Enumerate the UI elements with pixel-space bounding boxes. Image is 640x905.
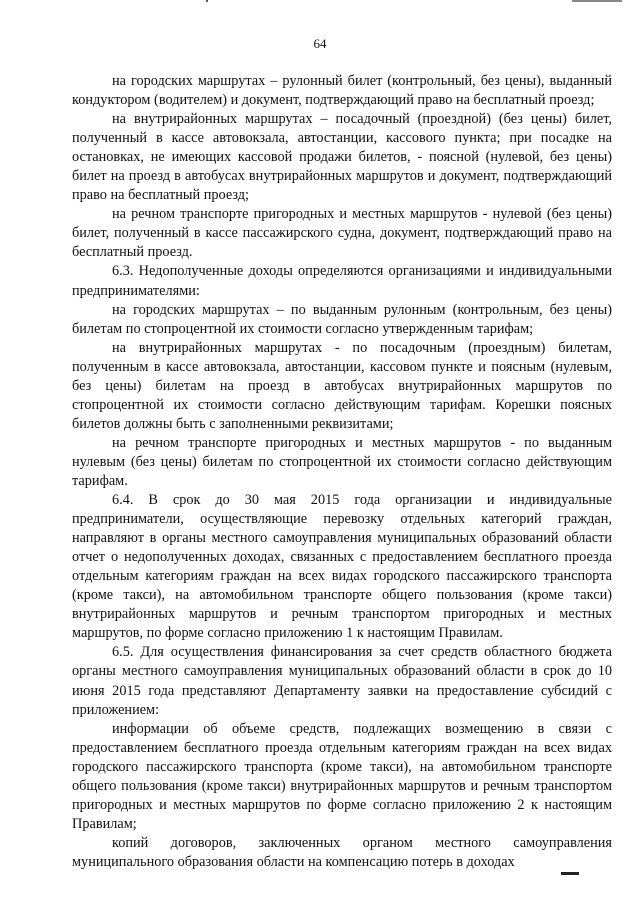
paragraph: на речном транспорте пригородных и местных маршрутов - по выданным нулевым (без цены) билетам по стопроцентной их стоимости согласно действующим тарифам. [72, 434, 612, 489]
paragraph: на городских маршрутах – по выданным рулонным (контрольным, без цены) билетам по стопроцентной их стоимости согласно утвержденным тарифам; [72, 301, 612, 337]
paragraph: 6.4. В срок до 30 мая 2015 года организации и индивидуальные предприниматели, осуществляющие перевозку отдельных категорий граждан, направляют в органы местного самоуправления муниципальных образований области отчет о недополученных доходах, связанных с предоставлением бесплатного проезда отдельным категориям граждан на всех видах городского пассажирского транспорта (кроме такси), на автомобильном транспорте общего пользования (кроме такси) внутрирайонных маршрутов и речным транспортом пригородных и местных маршрутов, по форме согласно приложению 1 к настоящим Правилам. [72, 492, 612, 642]
paragraph: копий договоров, заключенных органом местного самоуправления муниципального образования области на компенсацию потерь в доходах [72, 834, 612, 870]
paragraph: на речном транспорте пригородных и местных маршрутов - нулевой (без цены) билет, полученный в кассе пассажирского судна, документ, подтверждающий право на бесплатный проезд. [72, 206, 612, 261]
document-body [72, 72, 612, 872]
paragraph: на внутрирайонных маршрутах - по посадочным (проездным) билетам, полученным в кассе автовокзала, автостанции, кассовом пункте и поясным (нулевым, без цены) билетам на проезд в автобусах внутрирайонных маршрутов по стопроцентной их стоимости согласно действующим тарифам. Корешки поясных билетов должны быть с заполненными реквизитами; [72, 339, 612, 432]
paragraph: 6.3. Недополученные доходы определяются организациями и индивидуальными предпринимателями: [72, 263, 612, 299]
paragraph: на внутрирайонных маршрутах – посадочный (проездной) (без цены) билет, полученный в кассе автовокзала, автостанции, кассового пункта; при посадке на остановках, не имеющих кассовой продажи билетов, - поясной (нулевой, без цены) билет на проезд в автобусах внутрирайонных маршрутов и документ, подтверждающий право на бесплатный проезд; [72, 111, 612, 204]
scan-artifact [206, 0, 208, 2]
scan-artifact [561, 872, 579, 875]
scan-artifact [572, 0, 622, 2]
paragraph: 6.5. Для осуществления финансирования за счет средств областного бюджета органы местного самоуправления муниципальных образований области в срок до 10 июня 2015 года представляют Департаменту заявки на предоставление субсидий с приложением: [72, 644, 612, 718]
paragraph: информации об объеме средств, подлежащих возмещению в связи с предоставлением бесплатного проезда отдельным категориям граждан на всех видах городского пассажирского транспорта (кроме такси), на автомобильном транспорте общего пользования (кроме такси) внутрирайонных маршрутов и речным транспортом пригородных и местных маршрутов по форме согласно приложению 2 к настоящим Правилам; [72, 720, 612, 832]
paragraph: на городских маршрутах – рулонный билет (контрольный, без цены), выданный кондуктором (водителем) и документ, подтверждающий право на бесплатный проезд; [72, 73, 612, 109]
page-number: 64 [313, 36, 327, 51]
